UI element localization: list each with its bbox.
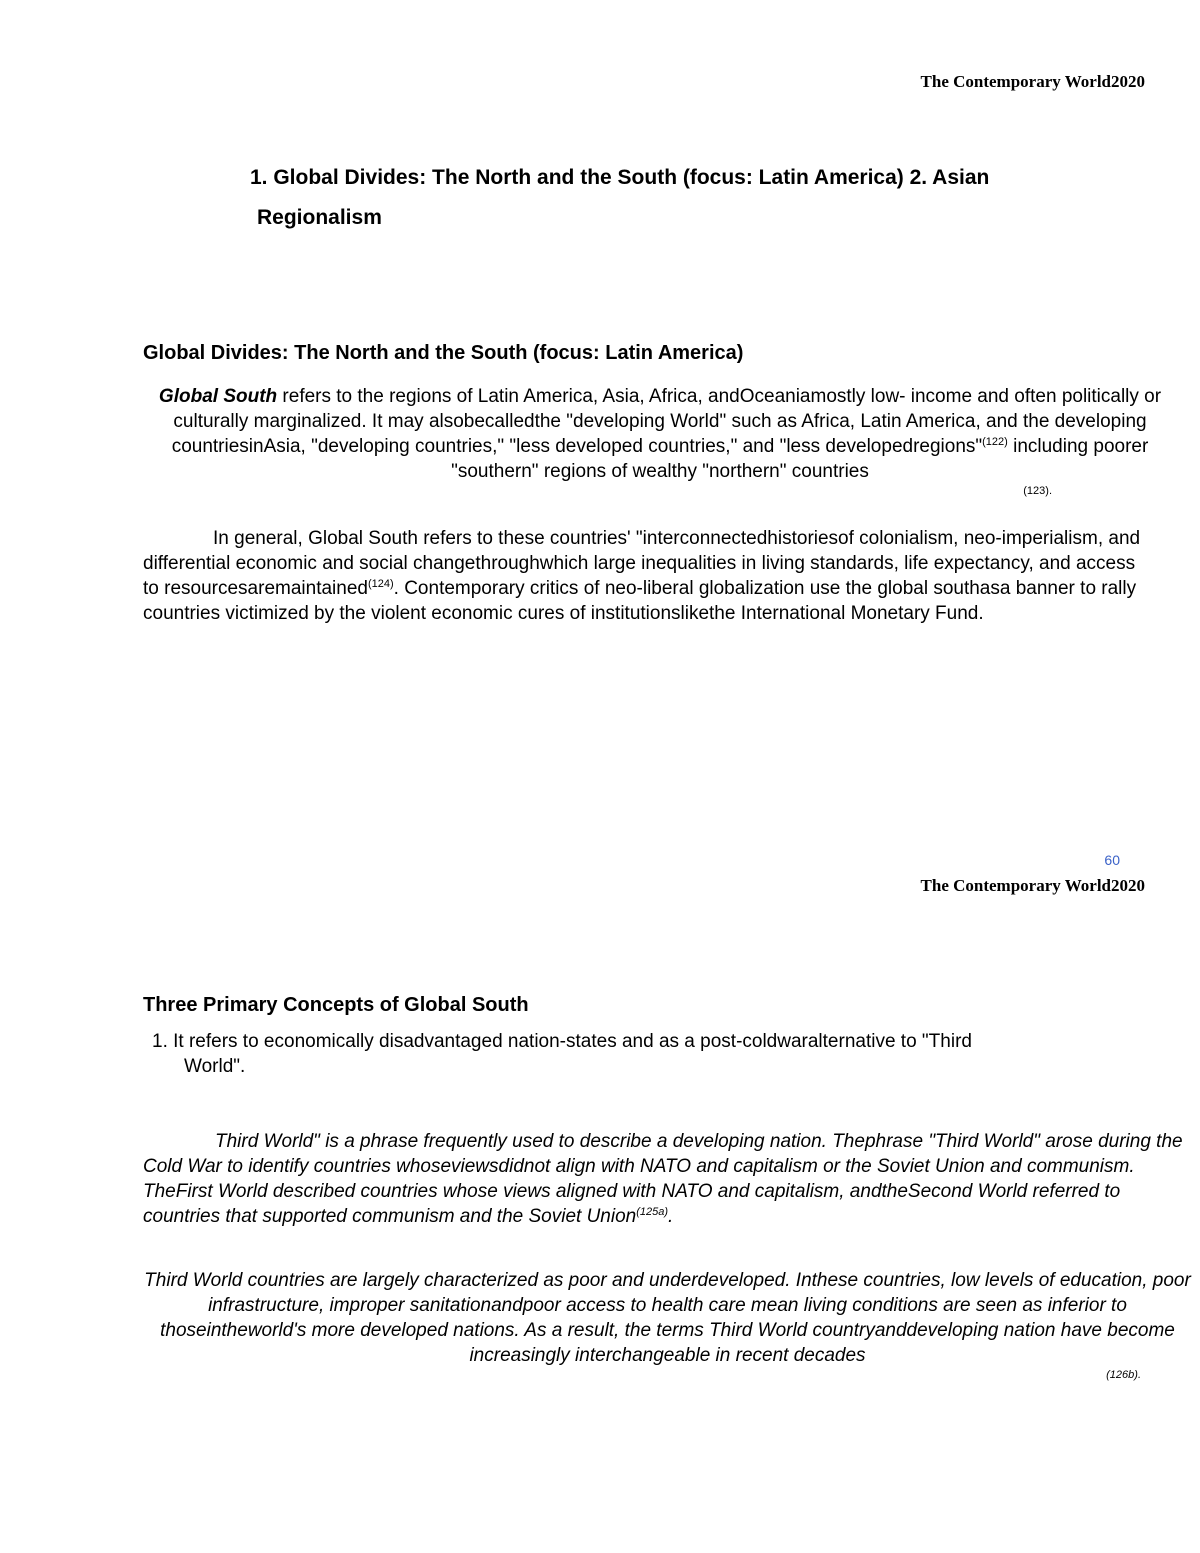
third-world-characteristics <box>140 1268 1195 1382</box>
paragraph-third-world <box>143 1129 1195 1229</box>
title-line-1: 1. Global Divides: The North and the South (focus: Latin America) 2. Asian <box>250 166 990 189</box>
definition-text-b: including poorer "southern" regions of wealthy "northern" countries <box>451 436 1149 482</box>
paragraph-general <box>143 526 1153 626</box>
citation-123-end: . <box>1048 485 1052 497</box>
citation-123: (123) <box>1023 485 1049 497</box>
paragraph-characteristics: Third World countries are largely characterized as poor and underdeveloped. Inthese countries, low levels of education, poor infrastructure, improper sanitationandpoor access to health care mean living conditions are seen as inferior to thoseintheworld's more developed nations. As a result, the terms Third World countryanddeveloping nation have become increasingly interchangeable in recent decades <box>144 1270 1191 1366</box>
citation-line-123 <box>140 484 1180 498</box>
citation-124: (124) <box>367 578 394 590</box>
citation-122: (122) <box>982 436 1008 448</box>
citation-line-126b <box>140 1368 1195 1382</box>
global-south-definition <box>140 384 1180 498</box>
global-south-general <box>143 526 1153 626</box>
definition-text-a: refers to the regions of Latin America, Asia, Africa, andOceaniamostly low- income and often politically or culturally marginalized. It may alsobecalledthe "developing World" such as Africa, Latin America, and the developing countriesinAsia, "developing countries," "less developed countries," and "less developedregions" <box>171 386 1162 457</box>
general-text-a: In general, Global South refers to these countries' "interconnectedhistoriesof colonialism, neo-imperialism, and differential economic and social changethroughwhich large inequalities in living standards, life expectancy, and access to resourcesaremaintained <box>143 528 1141 599</box>
section-heading-three-concepts: Three Primary Concepts of Global South <box>143 994 529 1016</box>
list-item-line-1: 1. It refers to economically disadvantaged nation-states and as a post-coldwaralternative to "Third <box>152 1031 972 1052</box>
list-item-line-2: World". <box>184 1056 246 1077</box>
list-item <box>152 1029 1142 1079</box>
page-number: 60 <box>1104 852 1120 868</box>
general-text-b: . Contemporary critics of neo-liberal globalization use the global southasa banner to rally countries victimized by the violent economic cures of institutionslikethe International Monetary Fund. <box>143 578 1137 624</box>
citation-126b: (126b) <box>1106 1369 1138 1381</box>
citation-126b-end: . <box>1137 1369 1141 1381</box>
document-title <box>250 158 1130 238</box>
third-world-end: . <box>668 1206 674 1227</box>
running-header-2: The Contemporary World2020 <box>920 876 1145 895</box>
section-heading-global-divides: Global Divides: The North and the South (focus: Latin America) <box>143 342 744 364</box>
paragraph-definition <box>140 384 1180 484</box>
third-world-definition <box>143 1129 1195 1229</box>
running-header: The Contemporary World2020 <box>920 72 1145 91</box>
citation-125a: (125a) <box>636 1206 669 1218</box>
third-world-text: Third World" is a phrase frequently used to describe a developing nation. Thephrase "Third World" arose during the Cold War to identify countries whoseviewsdidnot align with NATO and capitalism or the Soviet Union and communism. TheFirst World described countries whose views aligned with NATO and capitalism, andtheSecond World referred to countries that supported communism and the Soviet Union <box>143 1131 1183 1227</box>
term-global-south: Global South <box>158 386 278 407</box>
title-line-2: Regionalism <box>257 206 382 229</box>
